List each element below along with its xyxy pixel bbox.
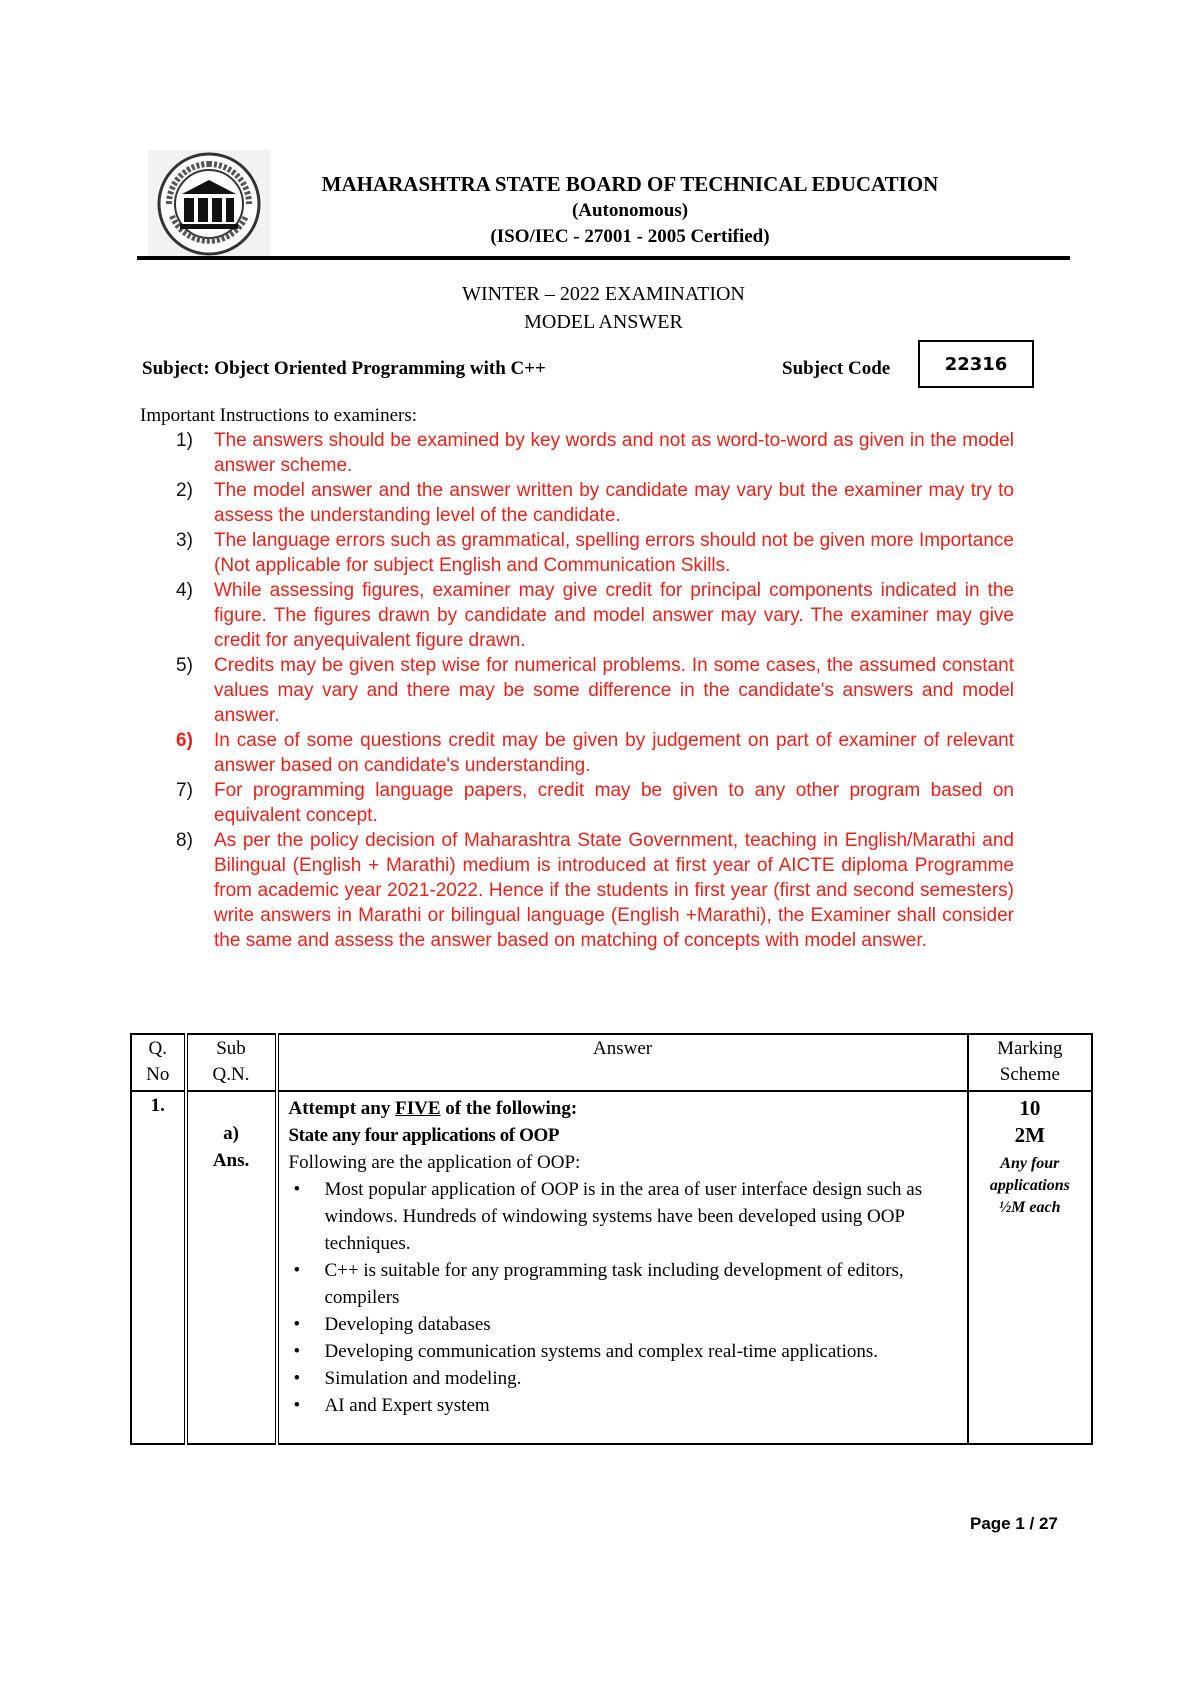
instruction-item: 2) The model answer and the answer written by candidate may vary but the examiner may try to assess the understanding level of the candidate.: [176, 480, 1014, 526]
answer-intro: Following are the application of OOP:: [288, 1152, 581, 1173]
answer-bullets: [289, 1176, 959, 1419]
header-sub-qn: Sub Q.N.: [186, 1034, 277, 1091]
board-logo: [148, 150, 270, 258]
marks-note: Any four applications ½M each: [989, 1155, 1070, 1216]
instruction-item: 3) The language errors such as grammatical, spelling errors should not be given more Importance (Not applicable for subject English and Communication Skills.: [176, 530, 1014, 576]
instruction-item: 6) In case of some questions credit may be given by judgement on part of examiner of relevant answer based on candidate's understanding.: [176, 730, 1014, 776]
question-number: 1.: [131, 1091, 186, 1444]
subject-name: Subject: Object Oriented Programming with C++: [142, 358, 546, 379]
subject-code-box: 22316: [918, 340, 1034, 388]
answer-cell: [277, 1091, 968, 1444]
exam-title: WINTER – 2022 EXAMINATION: [462, 283, 745, 305]
page-number: Page 1 / 27: [970, 1514, 1058, 1533]
header-answer: Answer: [277, 1034, 968, 1091]
section-heading: Attempt any FIVE of the following:: [288, 1098, 578, 1119]
header-marking-scheme: Marking Scheme: [968, 1034, 1092, 1091]
marking-cell: [968, 1091, 1092, 1444]
certification-label: (ISO/IEC - 27001 - 2005 Certified): [490, 226, 770, 247]
list-item: • AI and Expert system: [289, 1392, 959, 1419]
document-type: MODEL ANSWER: [524, 311, 683, 333]
question-marks: 2M: [1014, 1123, 1045, 1147]
list-item: • Developing communication systems and complex real-time applications.: [289, 1338, 959, 1365]
header-divider: [137, 256, 1070, 260]
board-name: MAHARASHTRA STATE BOARD OF TECHNICAL EDUCATION: [321, 172, 939, 196]
instruction-item: 4) While assessing figures, examiner may give credit for principal components indicated in the figure. The figures drawn by candidate and model answer may vary. The examiner may give credit for anyequivalent figure drawn.: [176, 580, 1014, 651]
instructions-list: [176, 428, 1014, 953]
list-item: • Most popular application of OOP is in the area of user interface design such as windows. Hundreds of windowing systems have been developed using OOP techniques.: [289, 1176, 959, 1257]
sub-question: a) Ans.: [186, 1091, 277, 1444]
total-marks: 10: [1019, 1096, 1041, 1120]
table-header-row: [131, 1034, 1092, 1091]
autonomous-label: (Autonomous): [571, 200, 689, 221]
instruction-item: 8) As per the policy decision of Maharashtra State Government, teaching in English/Marathi and Bilingual (English + Marathi) medium is introduced at first year of AICTE diploma Programme from academic year 2021-2022. Hence if the students in first year (first and second semesters) write answers in Marathi or bilingual language (English +Marathi), the Examiner shall consider the same and assess the answer based on matching of concepts with model answer.: [176, 830, 1014, 951]
subject-code-label: Subject Code: [782, 358, 891, 379]
instruction-item: 5) Credits may be given step wise for numerical problems. In some cases, the assumed constant values may vary and there may be some difference in the candidate's answers and model answer.: [176, 655, 1014, 726]
instructions-heading: Important Instructions to examiners:: [140, 405, 418, 426]
table-row: [131, 1091, 1092, 1444]
list-item: • C++ is suitable for any programming task including development of editors, compilers: [289, 1257, 959, 1311]
instruction-item: 1) The answers should be examined by key words and not as word-to-word as given in the model answer scheme.: [176, 430, 1014, 476]
answer-table: [130, 1033, 1093, 1445]
instruction-item: 7) For programming language papers, credit may be given to any other program based on equivalent concept.: [176, 780, 1014, 826]
header-q-no: Q. No: [131, 1034, 186, 1091]
question-text: State any four applications of OOP: [288, 1125, 560, 1146]
list-item: • Simulation and modeling.: [289, 1365, 959, 1392]
list-item: • Developing databases: [289, 1311, 959, 1338]
